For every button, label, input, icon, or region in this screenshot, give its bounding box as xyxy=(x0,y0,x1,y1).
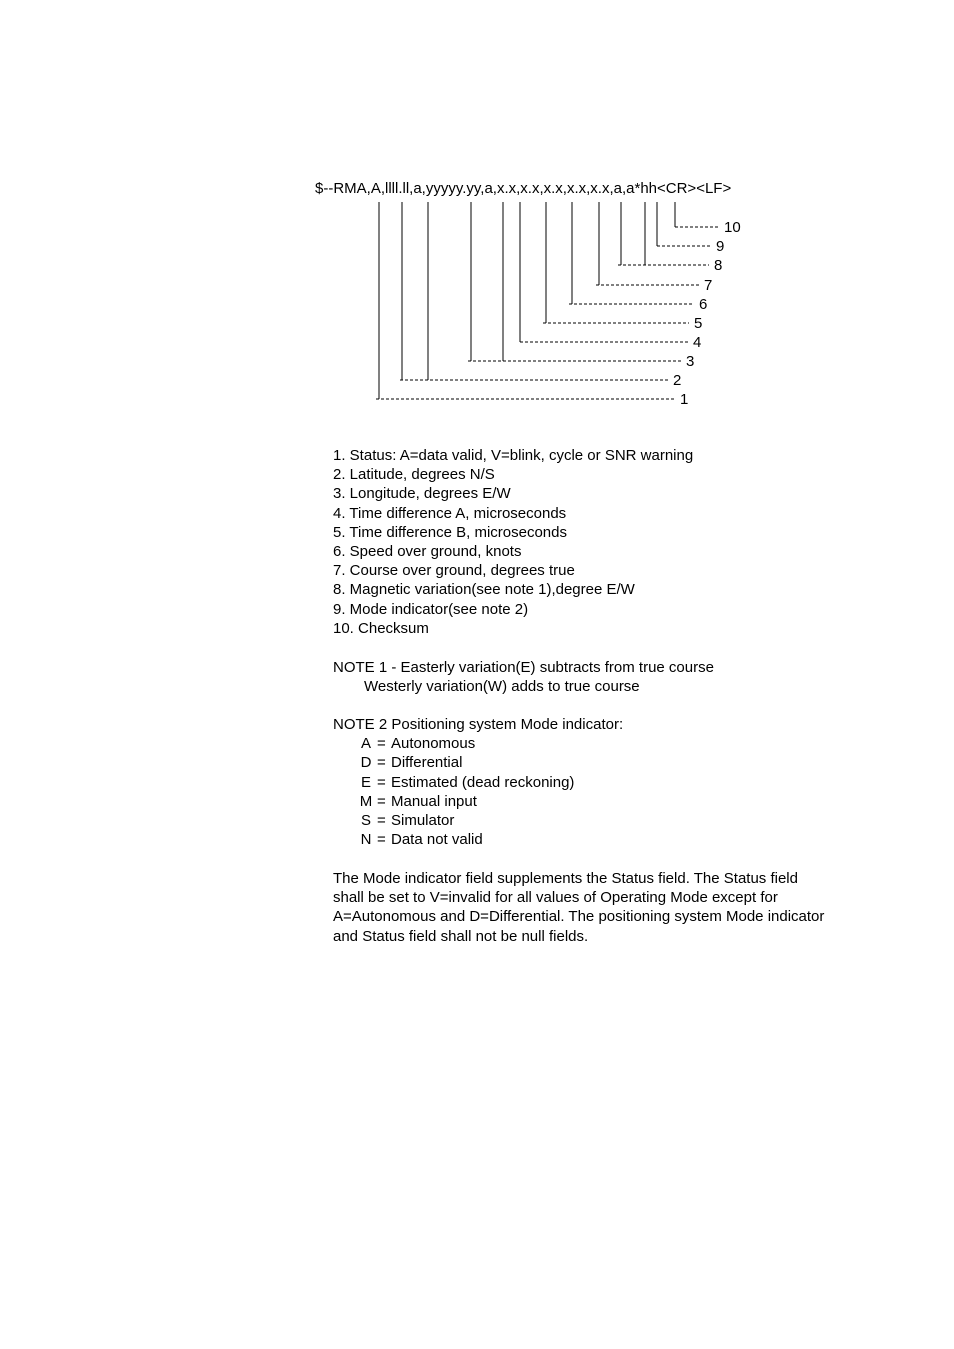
list-item: 10. Checksum xyxy=(333,619,429,637)
mode-key: M xyxy=(359,792,373,810)
mode-key: A xyxy=(360,735,371,753)
note-1 xyxy=(333,658,714,696)
mode-key: D xyxy=(360,754,372,772)
callout-2: 2 xyxy=(673,372,682,389)
mode-item xyxy=(333,830,623,849)
mode-item xyxy=(333,734,623,753)
mode-equals: = xyxy=(377,792,386,810)
list-item: 3. Longitude, degrees E/W xyxy=(333,485,511,503)
paragraph-line: A=Autonomous and D=Differential. The positioning system Mode indicator xyxy=(333,908,825,926)
callout-8: 8 xyxy=(714,257,723,274)
mode-value: Data not valid xyxy=(391,831,483,849)
sentence-format-diagram xyxy=(0,0,954,420)
mode-indicator-paragraph xyxy=(333,869,824,946)
callout-9: 9 xyxy=(716,238,725,255)
mode-item xyxy=(333,792,623,811)
list-item: 5. Time difference B, microseconds xyxy=(333,523,567,541)
mode-equals: = xyxy=(377,735,386,753)
note-2 xyxy=(333,715,623,849)
callout-3: 3 xyxy=(686,353,695,370)
mode-item xyxy=(333,753,623,772)
list-item: 9. Mode indicator(see note 2) xyxy=(333,600,529,618)
list-item: 2. Latitude, degrees N/S xyxy=(333,466,495,484)
mode-equals: = xyxy=(377,773,386,791)
pointer-lines xyxy=(376,202,718,399)
mode-equals: = xyxy=(377,754,386,772)
field-definitions-list xyxy=(333,446,693,638)
mode-item xyxy=(333,773,623,792)
mode-key: S xyxy=(360,811,371,829)
sentence-format: $--RMA,A,llll.ll,a,yyyyy.yy,a,x.x,x.x,x.x,x.x,x.x,a,a*hh<CR><LF> xyxy=(315,180,732,197)
list-item: 6. Speed over ground, knots xyxy=(333,543,522,561)
note-1-line-1: NOTE 1 - Easterly variation(E) subtracts from true course xyxy=(333,659,714,676)
list-item: 1. Status: A=data valid, V=blink, cycle or SNR warning xyxy=(333,447,694,464)
callout-1: 1 xyxy=(680,391,689,408)
callout-4: 4 xyxy=(693,334,702,351)
callout-5: 5 xyxy=(694,315,703,332)
paragraph-line: shall be set to V=invalid for all values of Operating Mode except for xyxy=(333,889,778,907)
mode-value: Differential xyxy=(391,754,463,772)
mode-value: Manual input xyxy=(391,792,477,810)
note-1-line-2: Westerly variation(W) adds to true course xyxy=(364,678,640,696)
paragraph-line: and Status field shall not be null fields. xyxy=(333,927,589,945)
list-item: 8. Magnetic variation(see note 1),degree E/W xyxy=(333,581,635,599)
callout-7: 7 xyxy=(704,277,713,294)
mode-key: E xyxy=(360,773,371,791)
callout-6: 6 xyxy=(699,296,708,313)
list-item: 4. Time difference A, microseconds xyxy=(333,504,567,522)
mode-equals: = xyxy=(377,811,386,829)
mode-value: Estimated (dead reckoning) xyxy=(391,773,575,791)
mode-equals: = xyxy=(377,831,386,849)
list-item: 7. Course over ground, degrees true xyxy=(333,562,575,580)
callout-10: 10 xyxy=(724,219,741,236)
paragraph-line: The Mode indicator field supplements the Status field. The Status field xyxy=(333,870,798,887)
field-pointer-diagram xyxy=(0,0,954,420)
mode-value: Autonomous xyxy=(391,735,476,753)
note-2-heading: NOTE 2 Positioning system Mode indicator: xyxy=(333,716,624,733)
mode-key: N xyxy=(360,831,372,849)
mode-value: Simulator xyxy=(391,811,455,829)
mode-item xyxy=(333,811,623,830)
